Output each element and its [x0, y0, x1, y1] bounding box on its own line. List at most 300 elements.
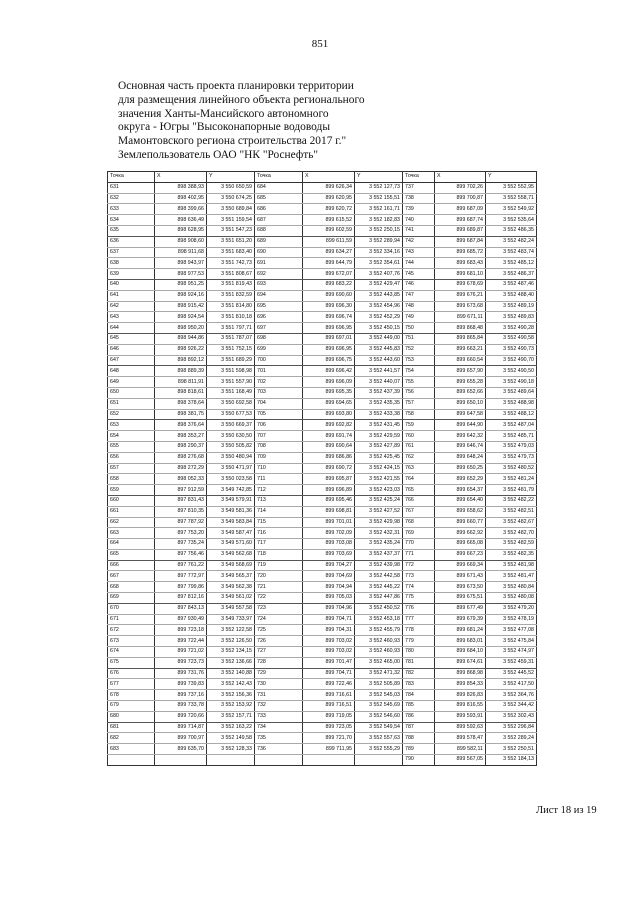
y-coordinate-cell: 3 552 482,22: [486, 495, 537, 506]
y-coordinate-cell: 3 552 425,24: [355, 495, 403, 506]
x-coordinate-cell: 899 592,63: [435, 722, 486, 733]
y-coordinate-cell: 3 552 431,45: [355, 420, 403, 431]
y-coordinate-cell: 3 549 568,69: [207, 560, 255, 571]
point-cell: 646: [108, 344, 155, 355]
x-coordinate-cell: 899 683,22: [303, 279, 355, 290]
y-coordinate-cell: 3 551 814,80: [207, 301, 255, 312]
point-cell: 724: [255, 614, 303, 625]
table-row: [108, 733, 537, 744]
x-coordinate-cell: 897 753,20: [155, 528, 207, 539]
x-coordinate-cell: 898 944,86: [155, 333, 207, 344]
y-coordinate-cell: 3 552 450,15: [355, 323, 403, 334]
y-coordinate-cell: 3 549 587,47: [207, 528, 255, 539]
point-cell: 715: [255, 517, 303, 528]
table-row: [108, 690, 537, 701]
heading-line: округа - Югры "Высоконапорные водоводы: [118, 121, 330, 134]
y-coordinate-cell: 3 551 651,20: [207, 236, 255, 247]
table-row: [108, 312, 537, 323]
y-coordinate-cell: 3 550 650,59: [207, 182, 255, 193]
x-coordinate-cell: 898 402,95: [155, 193, 207, 204]
y-coordinate-cell: 3 552 450,52: [355, 603, 403, 614]
point-cell: 765: [403, 485, 435, 496]
y-coordinate-cell: 3 552 549,92: [486, 204, 537, 215]
table-row: [108, 593, 537, 604]
y-coordinate-cell: 3 552 558,71: [486, 193, 537, 204]
point-cell: 684: [255, 182, 303, 193]
y-coordinate-cell: 3 552 153,92: [207, 701, 255, 712]
y-coordinate-cell: 3 552 483,74: [486, 247, 537, 258]
point-cell: 706: [255, 420, 303, 431]
point-cell: 762: [403, 452, 435, 463]
table-row: [108, 377, 537, 388]
point-cell: 711: [255, 474, 303, 485]
point-cell: 654: [108, 431, 155, 442]
point-cell: 725: [255, 625, 303, 636]
y-coordinate-cell: 3 552 427,89: [355, 441, 403, 452]
point-cell: 671: [108, 614, 155, 625]
point-cell: 710: [255, 463, 303, 474]
point-cell: 663: [108, 528, 155, 539]
point-cell: 748: [403, 301, 435, 312]
x-coordinate-cell: 898 950,20: [155, 323, 207, 334]
table-row: [108, 614, 537, 625]
point-cell: 687: [255, 215, 303, 226]
point-cell: [108, 755, 155, 766]
point-cell: 664: [108, 539, 155, 550]
y-coordinate-cell: 3 551 168,49: [207, 387, 255, 398]
x-coordinate-cell: 899 683,43: [435, 258, 486, 269]
table-row: [108, 571, 537, 582]
y-coordinate-cell: 3 552 490,50: [486, 366, 537, 377]
y-coordinate-cell: 3 551 598,98: [207, 366, 255, 377]
point-cell: 717: [255, 539, 303, 550]
x-coordinate-cell: 899 733,78: [155, 701, 207, 712]
x-coordinate-cell: 897 735,24: [155, 539, 207, 550]
x-coordinate-cell: 899 703,08: [303, 539, 355, 550]
y-coordinate-cell: 3 552 453,18: [355, 614, 403, 625]
y-coordinate-cell: 3 552 485,71: [486, 431, 537, 442]
table-row: [108, 506, 537, 517]
y-coordinate-cell: 3 552 421,55: [355, 474, 403, 485]
x-coordinate-cell: 899 602,59: [303, 225, 355, 236]
point-cell: 660: [108, 495, 155, 506]
header-cell: X: [435, 172, 486, 183]
x-coordinate-cell: 897 799,86: [155, 582, 207, 593]
x-coordinate-cell: 899 648,24: [435, 452, 486, 463]
y-coordinate-cell: 3 550 689,84: [207, 204, 255, 215]
point-cell: 778: [403, 625, 435, 636]
point-cell: 679: [108, 701, 155, 712]
point-cell: 638: [108, 258, 155, 269]
point-cell: 751: [403, 333, 435, 344]
x-coordinate-cell: [303, 755, 355, 766]
y-coordinate-cell: 3 550 480,94: [207, 452, 255, 463]
table-row: [108, 668, 537, 679]
x-coordinate-cell: 899 696,95: [303, 344, 355, 355]
table-row: [108, 539, 537, 550]
point-cell: 696: [255, 312, 303, 323]
table-row: [108, 279, 537, 290]
point-cell: 707: [255, 431, 303, 442]
x-coordinate-cell: 899 674,61: [435, 657, 486, 668]
point-cell: 708: [255, 441, 303, 452]
table-row: [108, 463, 537, 474]
y-coordinate-cell: [355, 755, 403, 766]
y-coordinate-cell: 3 552 440,07: [355, 377, 403, 388]
x-coordinate-cell: 899 593,91: [435, 711, 486, 722]
point-cell: 761: [403, 441, 435, 452]
y-coordinate-cell: 3 552 354,61: [355, 258, 403, 269]
y-coordinate-cell: 3 552 429,47: [355, 279, 403, 290]
table-row: [108, 301, 537, 312]
x-coordinate-cell: 899 703,02: [303, 636, 355, 647]
y-coordinate-cell: 3 552 487,04: [486, 420, 537, 431]
y-coordinate-cell: 3 552 555,29: [355, 744, 403, 755]
x-coordinate-cell: 899 704,69: [303, 571, 355, 582]
y-coordinate-cell: 3 552 482,24: [486, 236, 537, 247]
y-coordinate-cell: 3 552 407,76: [355, 269, 403, 280]
point-cell: 700: [255, 355, 303, 366]
x-coordinate-cell: 898 911,68: [155, 247, 207, 258]
x-coordinate-cell: 899 704,27: [303, 560, 355, 571]
y-coordinate-cell: 3 552 474,97: [486, 647, 537, 658]
y-coordinate-cell: 3 549 565,37: [207, 571, 255, 582]
y-coordinate-cell: 3 552 481,98: [486, 560, 537, 571]
y-coordinate-cell: 3 551 810,18: [207, 312, 255, 323]
point-cell: 673: [108, 636, 155, 647]
x-coordinate-cell: 899 635,70: [155, 744, 207, 755]
y-coordinate-cell: 3 552 535,64: [486, 215, 537, 226]
point-cell: 735: [255, 733, 303, 744]
point-cell: 772: [403, 560, 435, 571]
table-row: [108, 485, 537, 496]
x-coordinate-cell: 899 731,76: [155, 668, 207, 679]
x-coordinate-cell: 898 399,66: [155, 204, 207, 215]
y-coordinate-cell: 3 552 425,45: [355, 452, 403, 463]
point-cell: 737: [403, 182, 435, 193]
y-coordinate-cell: 3 551 797,71: [207, 323, 255, 334]
point-cell: 647: [108, 355, 155, 366]
table-row: [108, 647, 537, 658]
x-coordinate-cell: 899 723,73: [155, 657, 207, 668]
y-coordinate-cell: 3 552 478,19: [486, 614, 537, 625]
y-coordinate-cell: 3 552 435,24: [355, 539, 403, 550]
y-coordinate-cell: 3 552 459,31: [486, 657, 537, 668]
x-coordinate-cell: 899 685,72: [435, 247, 486, 258]
table-row: [108, 528, 537, 539]
point-cell: 659: [108, 485, 155, 496]
point-cell: 649: [108, 377, 155, 388]
table-row: [108, 398, 537, 409]
point-cell: 720: [255, 571, 303, 582]
point-cell: 690: [255, 247, 303, 258]
y-coordinate-cell: 3 550 692,58: [207, 398, 255, 409]
y-coordinate-cell: 3 552 155,51: [355, 193, 403, 204]
coordinates-table-container: [107, 171, 536, 767]
x-coordinate-cell: 899 644,79: [303, 258, 355, 269]
x-coordinate-cell: 899 716,51: [303, 701, 355, 712]
y-coordinate-cell: 3 550 630,50: [207, 431, 255, 442]
y-coordinate-cell: 3 552 156,36: [207, 690, 255, 701]
y-coordinate-cell: 3 552 447,86: [355, 593, 403, 604]
x-coordinate-cell: 899 698,81: [303, 506, 355, 517]
point-cell: 750: [403, 323, 435, 334]
table-row: [108, 431, 537, 442]
point-cell: 757: [403, 398, 435, 409]
y-coordinate-cell: 3 552 437,37: [355, 549, 403, 560]
header-cell: Y: [486, 172, 537, 183]
point-cell: 773: [403, 571, 435, 582]
y-coordinate-cell: 3 552 296,84: [486, 722, 537, 733]
y-coordinate-cell: 3 552 429,98: [355, 517, 403, 528]
point-cell: 767: [403, 506, 435, 517]
x-coordinate-cell: 899 646,74: [435, 441, 486, 452]
page-number: 851: [311, 38, 329, 50]
header-cell: X: [303, 172, 355, 183]
point-cell: 640: [108, 279, 155, 290]
y-coordinate-cell: 3 552 460,93: [355, 647, 403, 658]
point-cell: 641: [108, 290, 155, 301]
y-coordinate-cell: 3 552 545,03: [355, 690, 403, 701]
x-coordinate-cell: 899 714,87: [155, 722, 207, 733]
point-cell: 723: [255, 603, 303, 614]
table-row: [108, 441, 537, 452]
y-coordinate-cell: 3 551 808,67: [207, 269, 255, 280]
point-cell: 683: [108, 744, 155, 755]
point-cell: 786: [403, 711, 435, 722]
point-cell: 780: [403, 647, 435, 658]
header-cell: Y: [207, 172, 255, 183]
point-cell: 635: [108, 225, 155, 236]
point-cell: 721: [255, 582, 303, 593]
x-coordinate-cell: 899 665,08: [435, 539, 486, 550]
y-coordinate-cell: 3 552 485,12: [486, 258, 537, 269]
y-coordinate-cell: 3 552 489,64: [486, 387, 537, 398]
y-coordinate-cell: 3 552 427,52: [355, 506, 403, 517]
table-row: [108, 549, 537, 560]
x-coordinate-cell: 898 951,25: [155, 279, 207, 290]
y-coordinate-cell: 3 552 487,46: [486, 279, 537, 290]
y-coordinate-cell: 3 552 480,52: [486, 463, 537, 474]
point-cell: 741: [403, 225, 435, 236]
x-coordinate-cell: 899 720,66: [155, 711, 207, 722]
y-coordinate-cell: 3 552 432,31: [355, 528, 403, 539]
x-coordinate-cell: 899 671,11: [435, 312, 486, 323]
x-coordinate-cell: 899 854,33: [435, 679, 486, 690]
point-cell: 675: [108, 657, 155, 668]
point-cell: 695: [255, 301, 303, 312]
y-coordinate-cell: 3 552 149,58: [207, 733, 255, 744]
x-coordinate-cell: 897 930,49: [155, 614, 207, 625]
x-coordinate-cell: 899 701,47: [303, 657, 355, 668]
x-coordinate-cell: 899 691,74: [303, 431, 355, 442]
point-cell: 731: [255, 690, 303, 701]
x-coordinate-cell: 899 826,83: [435, 690, 486, 701]
point-cell: 722: [255, 593, 303, 604]
y-coordinate-cell: 3 550 674,25: [207, 193, 255, 204]
point-cell: 764: [403, 474, 435, 485]
point-cell: 755: [403, 377, 435, 388]
y-coordinate-cell: 3 552 552,95: [486, 182, 537, 193]
y-coordinate-cell: 3 552 489,19: [486, 301, 537, 312]
heading-line: Землепользователь ОАО "НК "Роснефть": [118, 148, 319, 161]
x-coordinate-cell: 899 611,59: [303, 236, 355, 247]
y-coordinate-cell: 3 552 441,57: [355, 366, 403, 377]
point-cell: 728: [255, 657, 303, 668]
table-row: [108, 182, 537, 193]
point-cell: 714: [255, 506, 303, 517]
y-coordinate-cell: 3 552 490,58: [486, 333, 537, 344]
point-cell: 666: [108, 560, 155, 571]
point-cell: 676: [108, 668, 155, 679]
point-cell: 743: [403, 247, 435, 258]
table-row: [108, 755, 537, 766]
point-cell: 776: [403, 603, 435, 614]
x-coordinate-cell: 899 696,75: [303, 355, 355, 366]
y-coordinate-cell: 3 552 557,63: [355, 733, 403, 744]
point-cell: 739: [403, 204, 435, 215]
y-coordinate-cell: 3 552 488,40: [486, 290, 537, 301]
point-cell: 697: [255, 323, 303, 334]
x-coordinate-cell: 897 810,35: [155, 506, 207, 517]
x-coordinate-cell: 898 924,54: [155, 312, 207, 323]
y-coordinate-cell: 3 552 481,47: [486, 571, 537, 582]
x-coordinate-cell: 898 889,39: [155, 366, 207, 377]
point-cell: 633: [108, 204, 155, 215]
y-coordinate-cell: 3 552 136,66: [207, 657, 255, 668]
x-coordinate-cell: 899 676,21: [435, 290, 486, 301]
table-row: [108, 344, 537, 355]
y-coordinate-cell: 3 552 455,79: [355, 625, 403, 636]
x-coordinate-cell: 899 739,83: [155, 679, 207, 690]
x-coordinate-cell: 898 290,37: [155, 441, 207, 452]
point-cell: 759: [403, 420, 435, 431]
x-coordinate-cell: 899 687,84: [435, 236, 486, 247]
x-coordinate-cell: 898 388,93: [155, 182, 207, 193]
x-coordinate-cell: 899 679,39: [435, 614, 486, 625]
point-cell: 733: [255, 711, 303, 722]
x-coordinate-cell: 899 816,55: [435, 701, 486, 712]
x-coordinate-cell: 898 376,64: [155, 420, 207, 431]
table-row: [108, 679, 537, 690]
x-coordinate-cell: 898 381,75: [155, 409, 207, 420]
point-cell: 689: [255, 236, 303, 247]
x-coordinate-cell: 899 582,11: [435, 744, 486, 755]
x-coordinate-cell: 899 696,30: [303, 301, 355, 312]
point-cell: 777: [403, 614, 435, 625]
x-coordinate-cell: 899 634,27: [303, 247, 355, 258]
table-row: [108, 722, 537, 733]
point-cell: 694: [255, 290, 303, 301]
point-cell: 677: [108, 679, 155, 690]
coordinates-table: [107, 171, 537, 766]
x-coordinate-cell: 899 694,65: [303, 398, 355, 409]
y-coordinate-cell: 3 552 482,35: [486, 549, 537, 560]
point-cell: 754: [403, 366, 435, 377]
y-coordinate-cell: 3 552 142,43: [207, 679, 255, 690]
x-coordinate-cell: 899 690,64: [303, 441, 355, 452]
x-coordinate-cell: 899 687,09: [435, 204, 486, 215]
x-coordinate-cell: 899 696,95: [303, 323, 355, 334]
y-coordinate-cell: 3 552 289,94: [355, 236, 403, 247]
x-coordinate-cell: 899 690,60: [303, 290, 355, 301]
table-row: [108, 517, 537, 528]
y-coordinate-cell: 3 552 417,50: [486, 679, 537, 690]
y-coordinate-cell: 3 552 479,03: [486, 441, 537, 452]
point-cell: 682: [108, 733, 155, 744]
table-row: [108, 744, 537, 755]
x-coordinate-cell: 899 689,87: [435, 225, 486, 236]
point-cell: 651: [108, 398, 155, 409]
x-coordinate-cell: 899 683,01: [435, 636, 486, 647]
y-coordinate-cell: 3 552 140,88: [207, 668, 255, 679]
point-cell: 645: [108, 333, 155, 344]
x-coordinate-cell: 898 908,60: [155, 236, 207, 247]
point-cell: 709: [255, 452, 303, 463]
y-coordinate-cell: 3 552 128,33: [207, 744, 255, 755]
point-cell: 771: [403, 549, 435, 560]
point-cell: 713: [255, 495, 303, 506]
x-coordinate-cell: 899 695,46: [303, 495, 355, 506]
y-coordinate-cell: 3 552 344,42: [486, 701, 537, 712]
x-coordinate-cell: 899 675,51: [435, 593, 486, 604]
y-coordinate-cell: 3 552 289,24: [486, 733, 537, 744]
heading-line: значения Ханты-Мансийского автономного: [118, 107, 329, 120]
x-coordinate-cell: 899 650,25: [435, 463, 486, 474]
table-row: [108, 193, 537, 204]
x-coordinate-cell: 899 658,62: [435, 506, 486, 517]
y-coordinate-cell: 3 552 482,51: [486, 506, 537, 517]
y-coordinate-cell: 3 552 482,59: [486, 539, 537, 550]
y-coordinate-cell: 3 549 733,97: [207, 614, 255, 625]
y-coordinate-cell: [207, 755, 255, 766]
point-cell: 634: [108, 215, 155, 226]
x-coordinate-cell: 899 697,01: [303, 333, 355, 344]
y-coordinate-cell: 3 551 557,90: [207, 377, 255, 388]
x-coordinate-cell: 899 702,09: [303, 528, 355, 539]
point-cell: 685: [255, 193, 303, 204]
x-coordinate-cell: 899 704,96: [303, 603, 355, 614]
point-cell: 667: [108, 571, 155, 582]
y-coordinate-cell: 3 550 023,58: [207, 474, 255, 485]
table-row: [108, 711, 537, 722]
point-cell: 692: [255, 269, 303, 280]
x-coordinate-cell: 899 684,10: [435, 647, 486, 658]
x-coordinate-cell: 899 703,02: [303, 647, 355, 658]
table-row: [108, 247, 537, 258]
y-coordinate-cell: 3 552 475,84: [486, 636, 537, 647]
y-coordinate-cell: 3 552 482,67: [486, 517, 537, 528]
table-row: [108, 625, 537, 636]
x-coordinate-cell: 899 673,68: [435, 301, 486, 312]
point-cell: 753: [403, 355, 435, 366]
y-coordinate-cell: 3 552 465,00: [355, 657, 403, 668]
point-cell: 726: [255, 636, 303, 647]
x-coordinate-cell: 899 865,84: [435, 333, 486, 344]
y-coordinate-cell: 3 552 302,43: [486, 711, 537, 722]
x-coordinate-cell: 899 655,28: [435, 377, 486, 388]
point-cell: 785: [403, 701, 435, 712]
x-coordinate-cell: 899 723,18: [155, 625, 207, 636]
point-cell: 650: [108, 387, 155, 398]
point-cell: 788: [403, 733, 435, 744]
point-cell: 740: [403, 215, 435, 226]
y-coordinate-cell: 3 549 571,60: [207, 539, 255, 550]
y-coordinate-cell: 3 551 752,15: [207, 344, 255, 355]
point-cell: 642: [108, 301, 155, 312]
point-cell: 681: [108, 722, 155, 733]
point-cell: 632: [108, 193, 155, 204]
